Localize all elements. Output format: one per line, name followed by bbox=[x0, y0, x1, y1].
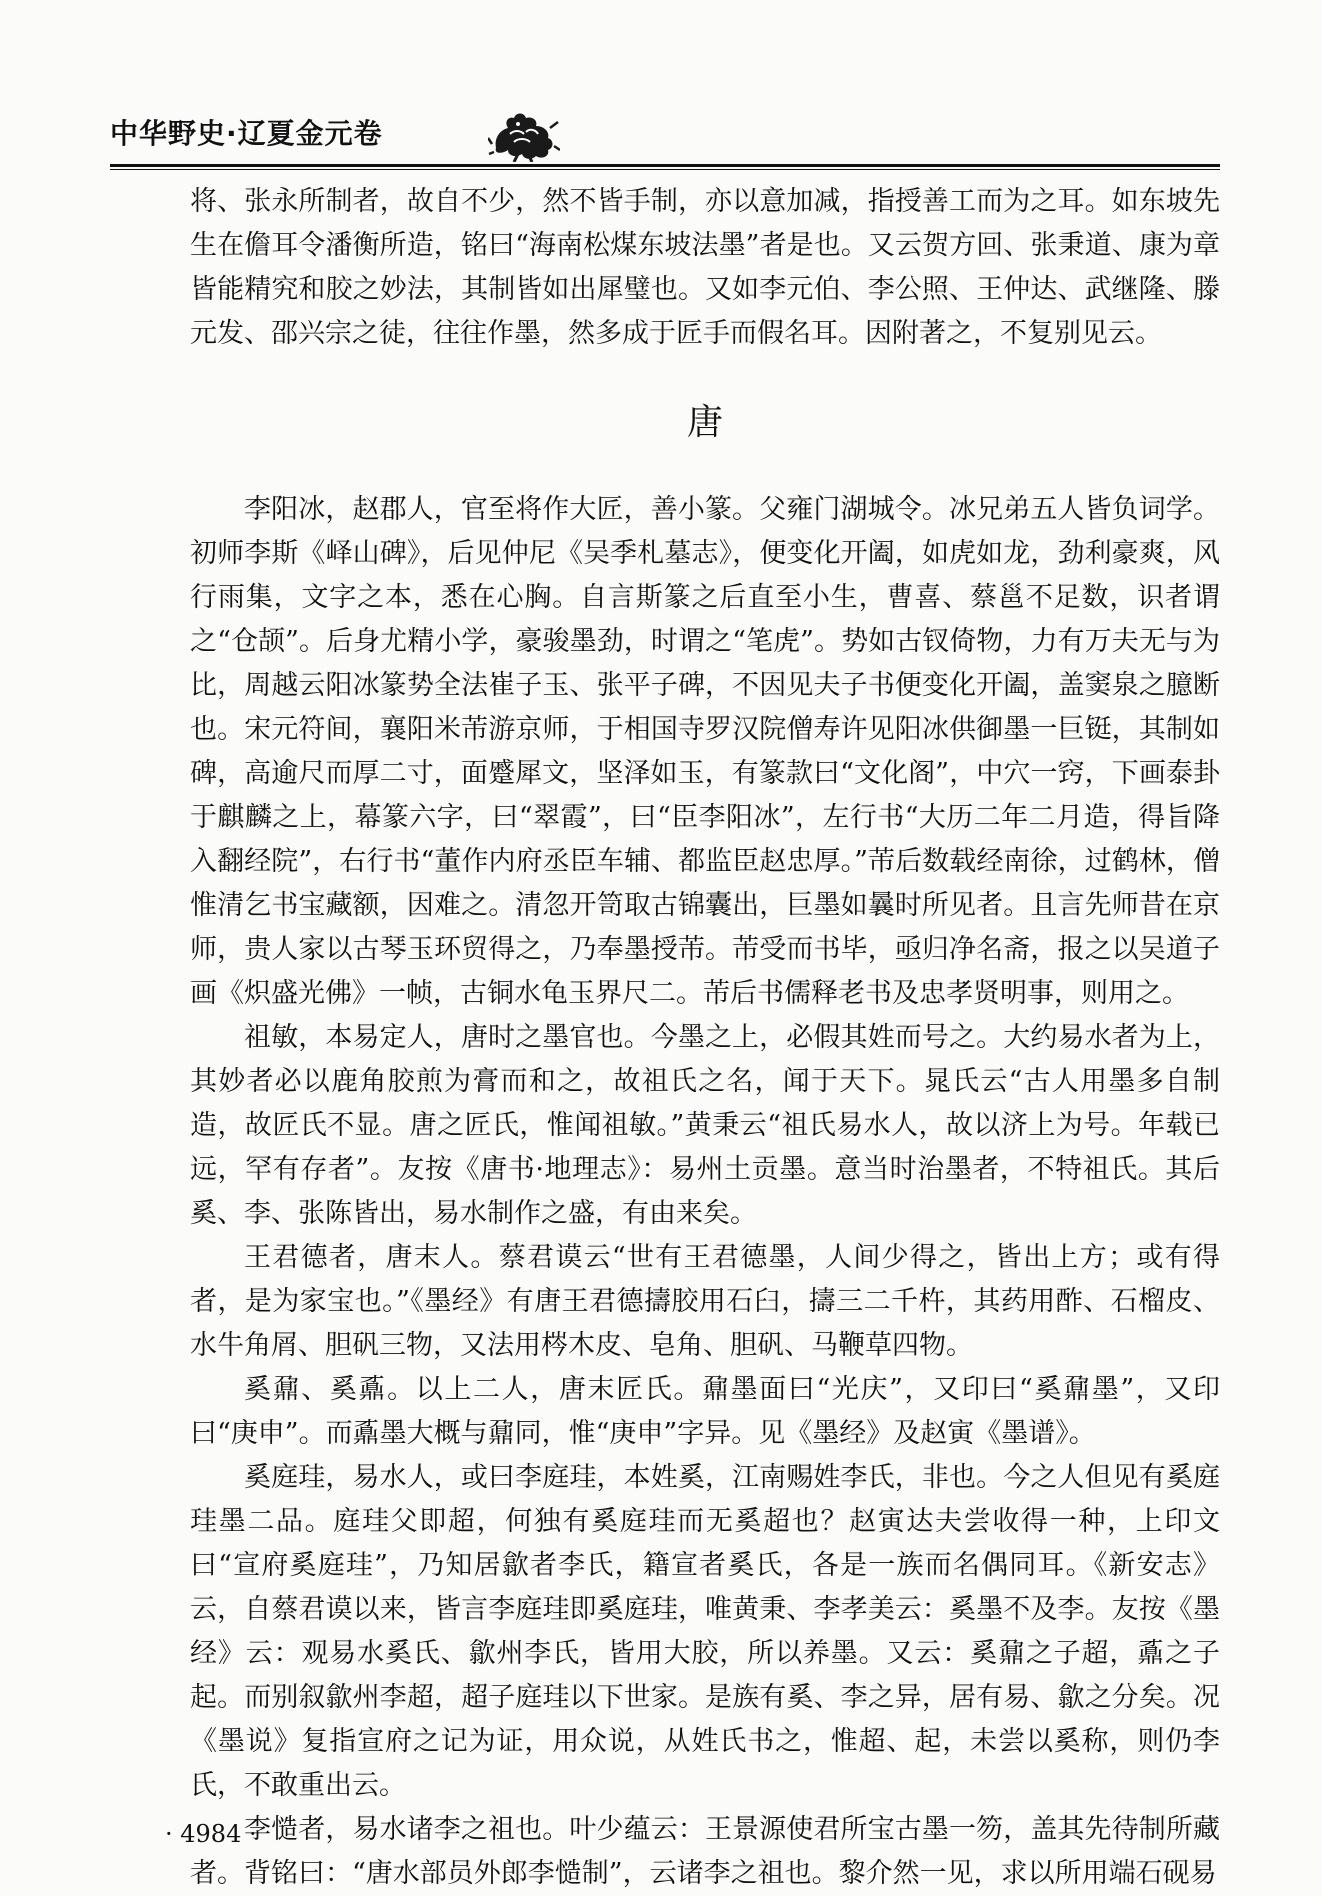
dragon-emblem-icon bbox=[488, 108, 560, 162]
paragraph: 祖敏，本易定人，唐时之墨官也。今墨之上，必假其姓而号之。大约易水者为上，其妙者必以鹿角胶煎为膏而和之，故祖氏之名，闻于天下。晁氏云“古人用墨多自制造，故匠氏不显。唐之匠氏，惟闻祖敏。”黄秉云“祖氏易水人，故以济上为号。年载已远，罕有存者”。友按《唐书·地理志》：易州土贡墨。意当时治墨者，不特祖氏。其后奚、李、张陈皆出，易水制作之盛，有由来矣。 bbox=[190, 1022, 1220, 1229]
paragraph: 奚鼐、奚鼒。以上二人，唐末匠氏。鼐墨面曰“光庆”，又印曰“奚鼐墨”，又印曰“庚申”。而鼒墨大概与鼐同，惟“庚申”字异。见《墨经》及赵寅《墨谱》。 bbox=[190, 1374, 1220, 1449]
page-number: · 4984 · bbox=[165, 1820, 257, 1848]
running-header bbox=[110, 108, 1220, 168]
page-body bbox=[190, 180, 1220, 1896]
header-rule bbox=[110, 164, 1220, 167]
paragraph: 奚庭珪，易水人，或曰李庭珪，本姓奚，江南赐姓李氏，非也。今之人但见有奚庭珪墨二品。庭珪父即超，何独有奚庭珪而无奚超也？赵寅达夫尝收得一种，上印文曰“宣府奚庭珪”，乃知居歙者李氏，籍宣者奚氏，各是一族而名偶同耳。《新安志》云，自蔡君谟以来，皆言李庭珪即奚庭珪，唯黄秉、李孝美云：奚墨不及李。友按《墨经》云：观易水奚氏、歙州李氏，皆用大胶，所以养墨。又云：奚鼐之子超，鼒之子起。而别叙歙州李超，超子庭珪以下世家。是族有奚、李之异，居有易、歙之分矣。况《墨说》复指宣府之记为证，用众说，从姓氏书之，惟超、起，未尝以奚称，则仍李氏，不敢重出云。 bbox=[190, 1462, 1220, 1801]
section-heading: 唐 bbox=[686, 402, 723, 443]
paragraph: 王君德者，唐末人。蔡君谟云“世有王君德墨，人间少得之，皆出上方；或有得者，是为家宝也。”《墨经》有唐王君德擣胶用石臼，擣三二千杵，其药用酢、石榴皮、水牛角屑、胆矾三物，又法用梣木皮、皂角、胆矾、马鞭草四物。 bbox=[190, 1242, 1220, 1361]
header-rule-thin bbox=[110, 169, 1220, 170]
paragraph: 李慥者，易水诸李之祖也。叶少蕴云：王景源使君所宝古墨一笏，盖其先待制所藏者。背铭曰：“唐水部员外郎李慥制”，云诸李之祖也。黎介然一见，求以所用端石砚易 bbox=[190, 1814, 1220, 1889]
paragraph-continued: 将、张永所制者，故自不少，然不皆手制，亦以意加减，指授善工而为之耳。如东坡先生在儋耳令潘衡所造，铭曰“海南松煤东坡法墨”者是也。又云贺方回、张秉道、康为章皆能精究和胶之妙法，其制皆如出犀璧也。又如李元伯、李公照、王仲达、武继隆、滕元发、邵兴宗之徒，往往作墨，然多成于匠手而假名耳。因附著之，不复别见云。 bbox=[190, 186, 1220, 349]
book-title: 中华野史·辽夏金元卷 bbox=[110, 117, 383, 150]
paragraph: 李阳冰，赵郡人，官至将作大匠，善小篆。父雍门湖城令。冰兄弟五人皆负词学。初师李斯《峄山碑》，后见仲尼《吴季札墓志》，便变化开阖，如虎如龙，劲利豪爽，风行雨集，文字之本，悉在心胸。自言斯篆之后直至小生，曹喜、蔡邕不足数，识者谓之“仓颉”。后身尤精小学，豪骏墨劲，时谓之“笔虎”。势如古钗倚物，力有万夫无与为比，周越云阳冰篆势全法崔子玉、张平子碑，不因见夫子书便变化开阖，盖窦泉之臆断也。宋元符间，襄阳米芾游京师，于相国寺罗汉院僧寿许见阳冰供御墨一巨铤，其制如碑，高逾尺而厚二寸，面蹙犀文，坚泽如玉，有篆款曰“文化阁”，中穴一窍，下画泰卦于麒麟之上，幕篆六字，曰“翠霞”，曰“臣李阳冰”，左行书“大历二年二月造，得旨降入翻经院”，右行书“董作内府丞臣车辅、都监臣赵忠厚。”芾后数载经南徐，过鹤林，僧惟清乞书宝藏额，因难之。清忽开笥取古锦囊出，巨墨如曩时所见者。且言先师昔在京师，贵人家以古琴玉环贸得之，乃奉墨授芾。芾受而书毕，亟归净名斋，报之以吴道子画《炽盛光佛》一帧，古铜水龟玉界尺二。芾后书儒释老书及忠孝贤明事，则用之。 bbox=[190, 494, 1220, 1009]
